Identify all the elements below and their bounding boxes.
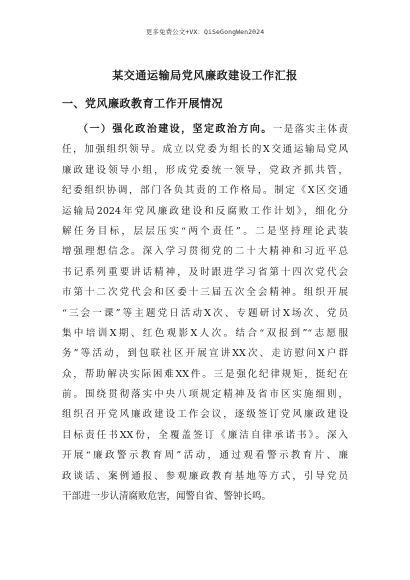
paragraph-line: 市第十二次党代会和区委十三届五次全会精神。组织开展 xyxy=(62,287,348,299)
document-title: 某交通运输局党风廉政建设工作汇报 xyxy=(112,69,298,82)
paragraph-line: 务”等活动，到包联社区开展宣讲XX次、走访慰问X户群 xyxy=(62,348,348,360)
paragraph-line: 组织召开党风廉政建设工作会议，逐级签订党风廉政建设 xyxy=(62,409,348,421)
paragraph-line: 书记系列重要讲话精神，及时跟进学习省第十四次党代会 xyxy=(62,266,348,278)
paragraph-line: 干部进一步认清腐败危害，闻警自省、警钟长鸣。 xyxy=(62,491,272,503)
header-note: 更多免费公文+VX：QiSeGongWen2024 xyxy=(145,28,265,36)
paragraph-line: 开展“廉政警示教育周”活动，通过观看警示教育片、廉 xyxy=(62,450,348,462)
paragraph-line: 任，加强组织领导。成立以党委为组长的X交通运输局党风 xyxy=(62,144,348,156)
paragraph-line: “三会一课”等主题党日活动X次、专题研讨X场次、党员 xyxy=(62,307,348,319)
paragraph-line: 前。围绕贯彻落实中央八项规定精神及省市区实施细则， xyxy=(62,389,348,401)
paragraph-line: 廉政建设领导小组，形成党委统一领导，党政齐抓共管， xyxy=(62,164,348,176)
paragraph-line: 增强理想信念。深入学习贯彻党的二十大精神和习近平总 xyxy=(62,246,348,258)
paragraph-line xyxy=(62,120,348,140)
paragraph-line: 解任务目标，层层压实“两个责任”。二是坚持理论武装 xyxy=(62,225,348,237)
section-heading: 一、党风廉政教育工作开展情况 xyxy=(62,97,223,110)
paragraph-line: 政谈话、案例通报、参观廉政教育基地等方式，引导党员 xyxy=(62,470,348,482)
paragraph-subheading: （一）强化政治建设，坚定政治方向。 xyxy=(78,124,273,135)
paragraph-line-text: 一是落实主体责 xyxy=(272,124,348,135)
body-paragraph xyxy=(62,120,348,507)
paragraph-line: 集中培训X期、红色观影X人次。结合“双报到”“志愿服 xyxy=(62,327,348,339)
paragraph-line: 运输局2024年党风廉政建设和反腐败工作计划》，细化分 xyxy=(62,205,348,217)
paragraph-line: 纪委组织协调，部门各负其责的工作格局。制定《X区交通 xyxy=(62,185,348,197)
paragraph-line: 目标责任书XX份，全覆盖签订《廉洁自律承诺书》。深入 xyxy=(62,429,348,441)
paragraph-line: 众，帮助解决实际困难XX件。三是强化纪律规矩，挺纪在 xyxy=(62,368,348,380)
